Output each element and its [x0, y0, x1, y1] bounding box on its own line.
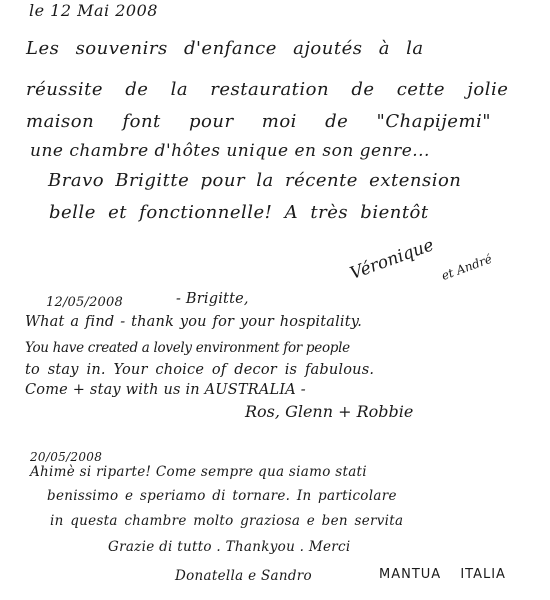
entry-1-line-5: Bravo Brigitte pour la récente extension: [48, 170, 462, 191]
entry-3-date: 20/05/2008: [30, 450, 103, 464]
entry-1-line-6: belle et fonctionnelle! A très bientôt: [49, 202, 429, 223]
entry-3-signature: Donatella e Sandro: [175, 568, 312, 584]
entry-1-signature-2: et André: [439, 251, 494, 283]
entry-1-line-3: maison font pour moi de "Chapijemi": [26, 111, 492, 132]
entry-2-signature: Ros, Glenn + Robbie: [245, 402, 414, 421]
entry-1-line-1: Les souvenirs d'enfance ajoutés à la: [26, 38, 424, 59]
entry-2-greeting: - Brigitte,: [176, 291, 249, 307]
entry-1-line-2: réussite de la restauration de cette jolie: [26, 79, 509, 100]
entry-3-line-4: Grazie di tutto . Thankyou . Merci: [108, 539, 351, 555]
entry-1-line-4: une chambre d'hôtes unique en son genre...: [30, 141, 430, 161]
entry-2-line-2: You have created a lovely environment for people: [25, 340, 350, 356]
entry-3-line-3: in questa chambre molto graziosa e ben servita: [50, 513, 404, 529]
entry-3-place: MANTUA ITALIA: [379, 567, 506, 582]
entry-1-signature: Véronique: [347, 235, 437, 284]
entry-2-date: 12/05/2008: [46, 295, 123, 310]
entry-2-line-4: Come + stay with us in AUSTRALIA -: [25, 382, 306, 398]
entry-1-date: le 12 Mai 2008: [29, 1, 158, 20]
entry-2-line-1: What a find - thank you for your hospitality.: [25, 314, 363, 330]
entry-3-line-1: Ahimè si riparte! Come sempre qua siamo stati: [30, 464, 367, 480]
entry-2-line-3: to stay in. Your choice of decor is fabulous.: [25, 362, 375, 378]
entry-3-line-2: benissimo e speriamo di tornare. In particolare: [47, 488, 397, 504]
